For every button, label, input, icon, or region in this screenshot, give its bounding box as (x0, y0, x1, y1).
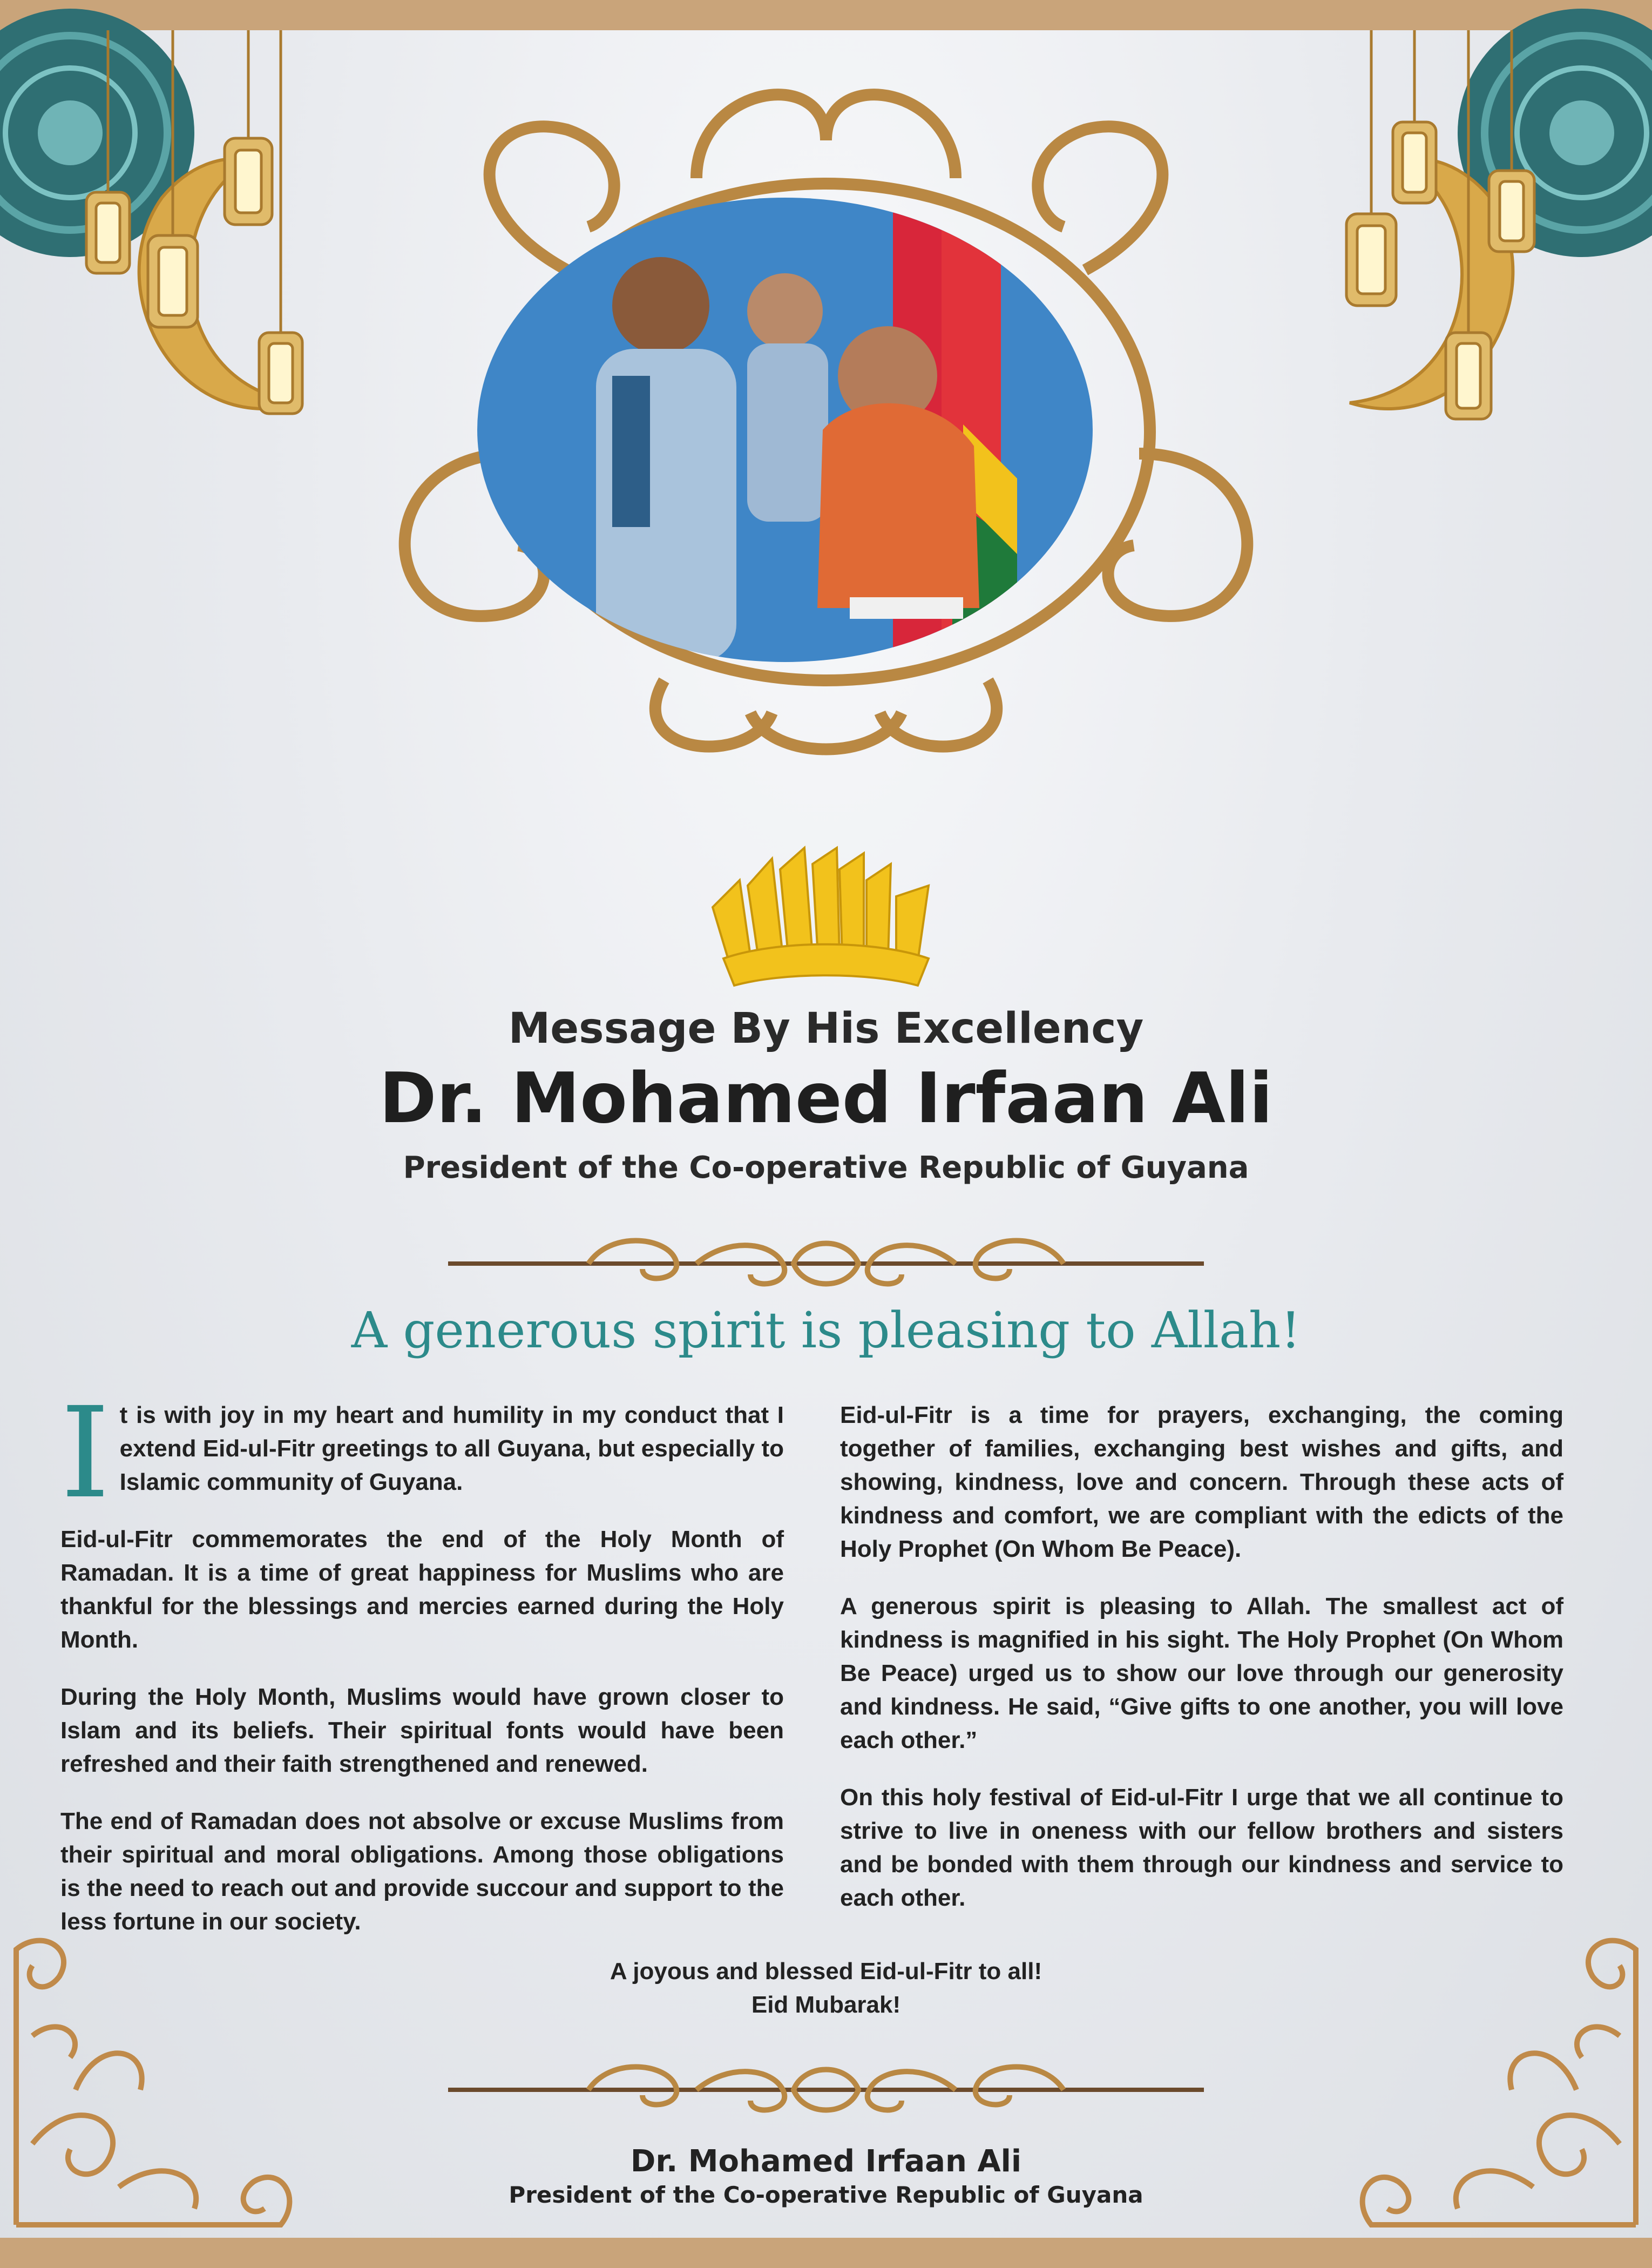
closing-line: Eid Mubarak! (751, 1992, 901, 2018)
signature-name: Dr. Mohamed Irfaan Ali (630, 2144, 1022, 2179)
president-title: President of the Co-operative Republic of Guyana (403, 1150, 1249, 1185)
message-paragraph: A generous spirit is pleasing to Allah. The smallest act of kindness is magnified in his sight. The Holy Prophet (On Whom Be Peace) urged us to show our love through our generosity and kindness. He said, “Give gifts to one another, you will love each other.” (840, 1593, 1563, 1753)
message-paragraph: During the Holy Month, Muslims would have grown closer to Islam and its beliefs. Their spiritual fonts would have been refreshed and their faith strengthened and renewed. (60, 1684, 784, 1777)
message-paragraph: On this holy festival of Eid-ul-Fitr I urge that we all continue to strive to live in oneness with our fellow brothers and sisters and be bonded with them through our kindness and service to each other. (840, 1784, 1563, 1911)
ornamental-divider (448, 1226, 1204, 1301)
ornamental-divider (448, 2052, 1204, 2128)
family-photo-scene (477, 198, 1093, 662)
message-left-column (60, 1380, 784, 1962)
bottom-border-band (0, 2238, 1652, 2268)
closing-line: A joyous and blessed Eid-ul-Fitr to all! (610, 1958, 1042, 1985)
message-by-heading: Message By His Excellency (508, 1004, 1144, 1053)
crown-icon (702, 848, 950, 994)
message-right-column (840, 1399, 1563, 1939)
message-paragraph: Eid-ul-Fitr commemorates the end of the Holy Month of Ramadan. It is a time of great happiness for Muslims who are thankful for the blessings and mercies earned during the Holy Month. (60, 1526, 784, 1653)
message-paragraph (60, 1380, 784, 1526)
family-photo (477, 198, 1093, 662)
drop-cap: I (60, 1380, 110, 1526)
message-paragraph-text: t is with joy in my heart and humility in my conduct that I extend Eid-ul-Fitr greetings to all Guyana, but especially to Islamic community of Guyana. (119, 1402, 784, 1495)
message-paragraph: The end of Ramadan does not absolve or excuse Muslims from their spiritual and moral obligations. Among those obligations is the need to reach out and provide succour and support to the less fortune in our society. (60, 1808, 784, 1935)
message-paragraph: Eid-ul-Fitr is a time for prayers, exchanging, the coming together of families, exchanging best wishes and gifts, and showing, kindness, love and concern. Through these acts of kindness and comfort, we are compliant with the edicts of the Holy Prophet (On Whom Be Peace). (840, 1402, 1563, 1562)
tagline: A generous spirit is pleasing to Allah! (351, 1301, 1301, 1359)
signature-title: President of the Co-operative Republic of Guyana (509, 2182, 1143, 2208)
top-border-band (0, 0, 1652, 30)
president-name-heading: Dr. Mohamed Irfaan Ali (379, 1058, 1273, 1139)
